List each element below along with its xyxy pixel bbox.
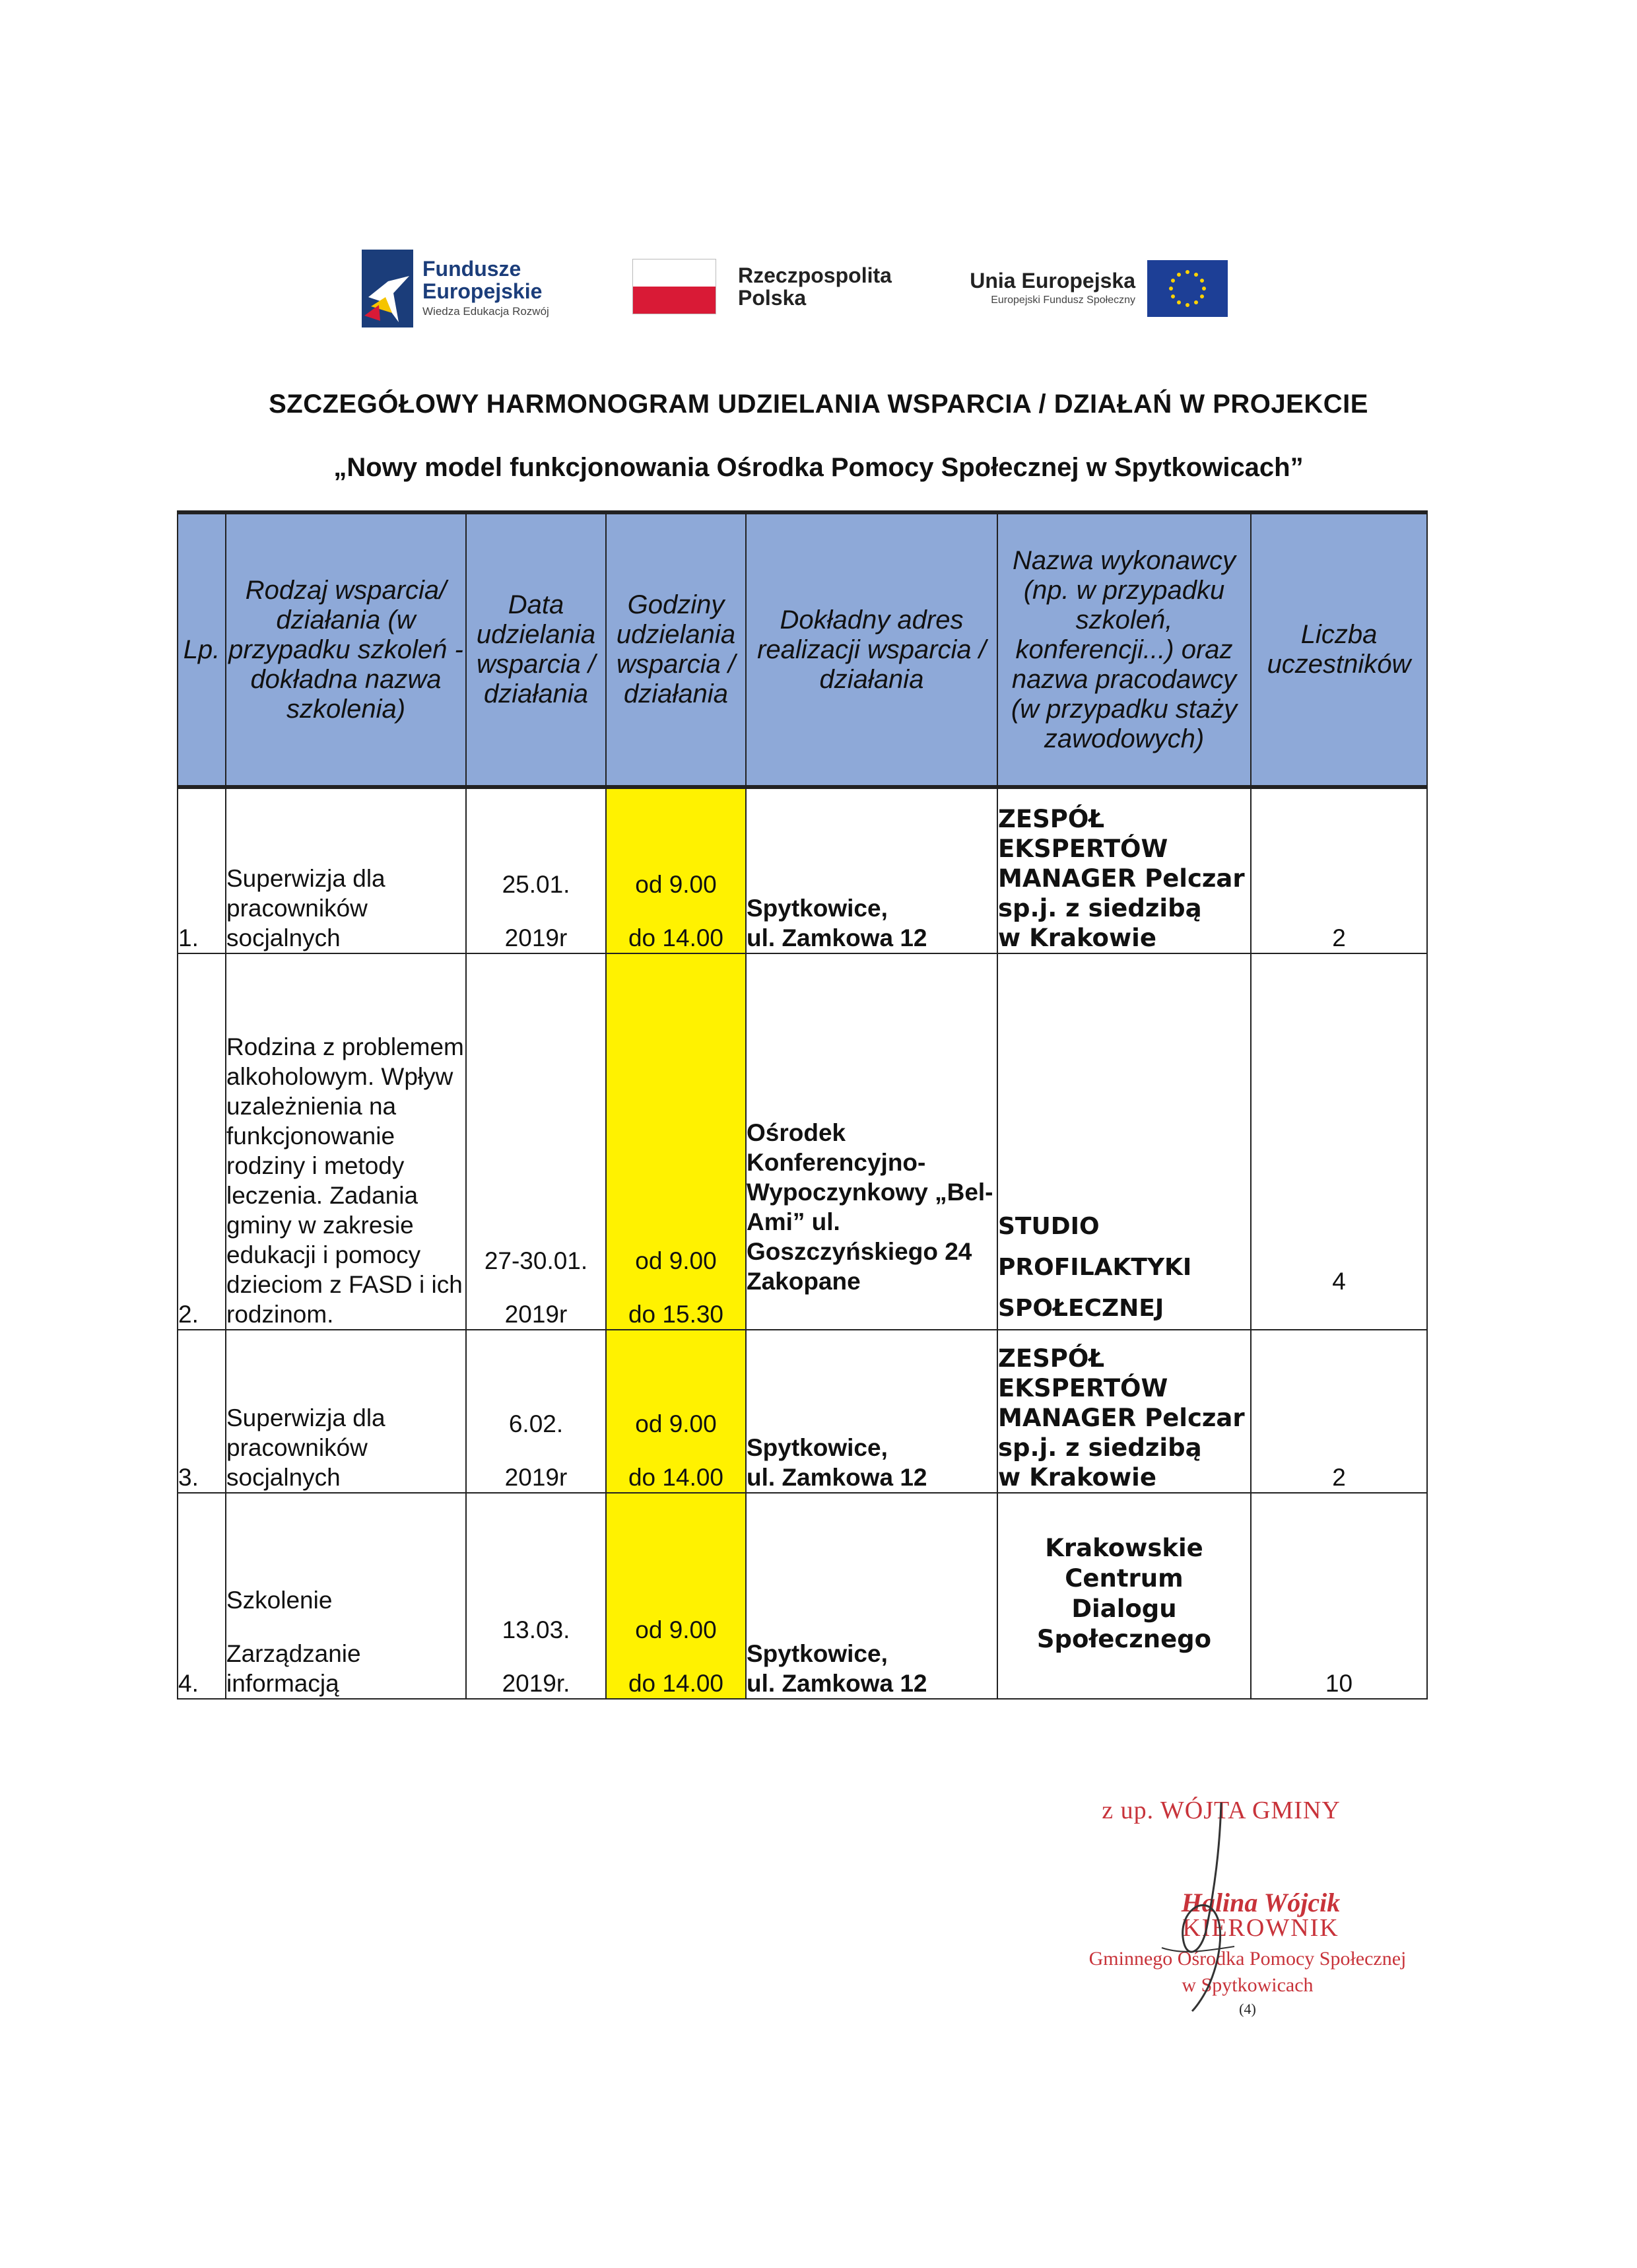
time-to: do 14.00	[628, 1464, 724, 1491]
time-from: od 9.00	[635, 1410, 717, 1437]
schedule-table	[177, 510, 1428, 1700]
date-day: 27-30.01.	[484, 1247, 588, 1274]
contractor-line: Krakowskie Centrum	[1045, 1534, 1203, 1593]
date-year: 2019r	[504, 1464, 568, 1491]
stamp-organization: Gminnego Ośrodka Pomocy Społecznej	[1088, 1948, 1407, 1970]
cell-data	[466, 787, 606, 953]
rp-logo-line2: Polska	[738, 286, 807, 310]
cell-data	[466, 1493, 606, 1699]
date-year: 2019r.	[502, 1670, 570, 1697]
address-line2: ul. Zamkowa 12	[747, 924, 927, 951]
document-title: SZCZEGÓŁOWY HARMONOGRAM UDZIELANIA WSPARCIA / DZIAŁAŃ W PROJEKCIE	[269, 390, 1368, 419]
contractor-line: MANAGER Pelczar	[998, 864, 1245, 893]
cell-liczba: 2	[1251, 1330, 1427, 1493]
cell-adres	[746, 1330, 997, 1493]
table-row	[178, 953, 1427, 1330]
contractor-line: w Krakowie	[998, 1463, 1156, 1492]
fe-logo-line1: Fundusze	[422, 257, 521, 281]
date-day: 25.01.	[502, 871, 570, 898]
address-line1: Spytkowice,	[747, 1434, 888, 1461]
table-row	[178, 787, 1427, 953]
handwritten-signature	[1122, 1796, 1254, 2014]
time-to: do 15.30	[628, 1301, 724, 1328]
contractor-line: w Krakowie	[998, 924, 1156, 952]
contractor-line: sp.j. z siedzibą	[998, 1433, 1202, 1462]
stamp-name: Halina Wójcik	[1181, 1888, 1341, 1917]
time-from: od 9.00	[635, 1247, 717, 1274]
time-from: od 9.00	[635, 1616, 717, 1643]
rp-logo-line1: Rzeczpospolita	[738, 263, 892, 287]
header-lp: Lp.	[178, 512, 226, 787]
ue-logo-line2: Europejski Fundusz Społeczny	[991, 294, 1135, 306]
cell-lp: 3.	[178, 1330, 226, 1493]
address-line1: Spytkowice,	[747, 1640, 888, 1667]
contractor-line: ZESPÓŁ EKSPERTÓW	[998, 805, 1168, 863]
cell-godziny	[606, 787, 746, 953]
contractor-line: ZESPÓŁ EKSPERTÓW	[998, 1344, 1168, 1402]
cell-wykonawca	[997, 1330, 1251, 1493]
address-line1: Spytkowice,	[747, 895, 888, 922]
stamp-location: w Spytkowicach	[1182, 1974, 1314, 1996]
contractor-line: STUDIO	[998, 1213, 1100, 1240]
contractor-line: Dialogu Społecznego	[1036, 1595, 1212, 1653]
header-godziny: Godziny udzielania wsparcia / działania	[606, 512, 746, 787]
cell-liczba: 2	[1251, 787, 1427, 953]
cell-data	[466, 953, 606, 1330]
contractor-line: sp.j. z siedzibą	[998, 894, 1202, 922]
eu-flag-icon	[1147, 260, 1228, 317]
header-liczba: Liczba uczestników	[1251, 512, 1427, 787]
time-to: do 14.00	[628, 924, 724, 951]
unia-europejska-logo	[937, 250, 1248, 322]
contractor-line: SPOŁECZNEJ	[998, 1295, 1164, 1322]
cell-wykonawca	[997, 787, 1251, 953]
cell-rodzaj: Rodzina z problemem alkoholowym. Wpływ uzależnienia na funkcjonowanie rodziny i metody leczenia. Zadania gminy w zakresie edukacji i pomocy dzieciom z FASD i ich rodzinom.	[226, 953, 466, 1330]
stamp-authorization: z up. WÓJTA GMINY	[1102, 1797, 1341, 1824]
training-type: Szkolenie	[226, 1587, 333, 1614]
date-day: 13.03.	[502, 1616, 570, 1643]
contractor-line: MANAGER Pelczar	[998, 1404, 1245, 1432]
rzeczpospolita-polska-logo	[632, 250, 896, 322]
cell-adres	[746, 787, 997, 953]
cell-rodzaj	[226, 1493, 466, 1699]
ue-logo-line1: Unia Europejska	[970, 269, 1135, 292]
cell-godziny	[606, 1330, 746, 1493]
time-to: do 14.00	[628, 1670, 724, 1697]
cell-wykonawca	[997, 1493, 1251, 1699]
cell-lp: 1.	[178, 787, 226, 953]
cell-godziny	[606, 1493, 746, 1699]
date-year: 2019r	[504, 924, 568, 951]
time-from: od 9.00	[635, 871, 717, 898]
address-line2: ul. Zamkowa 12	[747, 1670, 927, 1697]
stamp-code: (4)	[1239, 2001, 1256, 2017]
header-wykonawca: Nazwa wykonawcy (np. w przypadku szkoleń, konferencji...) oraz nazwa pracodawcy (w przypadku staży zawodowych)	[997, 512, 1251, 787]
cell-rodzaj: Superwizja dla pracowników socjalnych	[226, 787, 466, 953]
table-header-row	[178, 512, 1427, 787]
header-adres: Dokładny adres realizacji wsparcia / działania	[746, 512, 997, 787]
fundusze-europejskie-star-icon	[362, 250, 413, 327]
cell-wykonawca	[997, 953, 1251, 1330]
address-line2: ul. Zamkowa 12	[747, 1464, 927, 1491]
project-name: „Nowy model funkcjonowania Ośrodka Pomocy Społecznej w Spytkowicach”	[333, 453, 1304, 482]
fundusze-europejskie-logo	[362, 246, 599, 331]
cell-adres	[746, 1493, 997, 1699]
fe-logo-line3: Wiedza Edukacja Rozwój	[422, 305, 549, 318]
stamp-role: KIEROWNIK	[1182, 1914, 1339, 1942]
table-row	[178, 1493, 1427, 1699]
header-rodzaj: Rodzaj wsparcia/ działania (w przypadku szkoleń - dokładna nazwa szkolenia)	[226, 512, 466, 787]
cell-adres: Ośrodek Konferencyjno-Wypoczynkowy „Bel-Ami” ul. Goszczyńskiego 24 Zakopane	[746, 953, 997, 1330]
cell-lp: 4.	[178, 1493, 226, 1699]
cell-lp: 2.	[178, 953, 226, 1330]
polish-flag-icon	[632, 259, 716, 314]
cell-rodzaj: Superwizja dla pracowników socjalnych	[226, 1330, 466, 1493]
fe-logo-line2: Europejskie	[422, 279, 543, 303]
training-name: Zarządzanie informacją	[226, 1640, 361, 1697]
date-year: 2019r	[504, 1301, 568, 1328]
cell-liczba: 4	[1251, 953, 1427, 1330]
cell-liczba: 10	[1251, 1493, 1427, 1699]
cell-godziny	[606, 953, 746, 1330]
contractor-line: PROFILAKTYKI	[998, 1254, 1192, 1281]
header-data: Data udzielania wsparcia / działania	[466, 512, 606, 787]
date-day: 6.02.	[508, 1410, 564, 1437]
cell-data	[466, 1330, 606, 1493]
table-row	[178, 1330, 1427, 1493]
